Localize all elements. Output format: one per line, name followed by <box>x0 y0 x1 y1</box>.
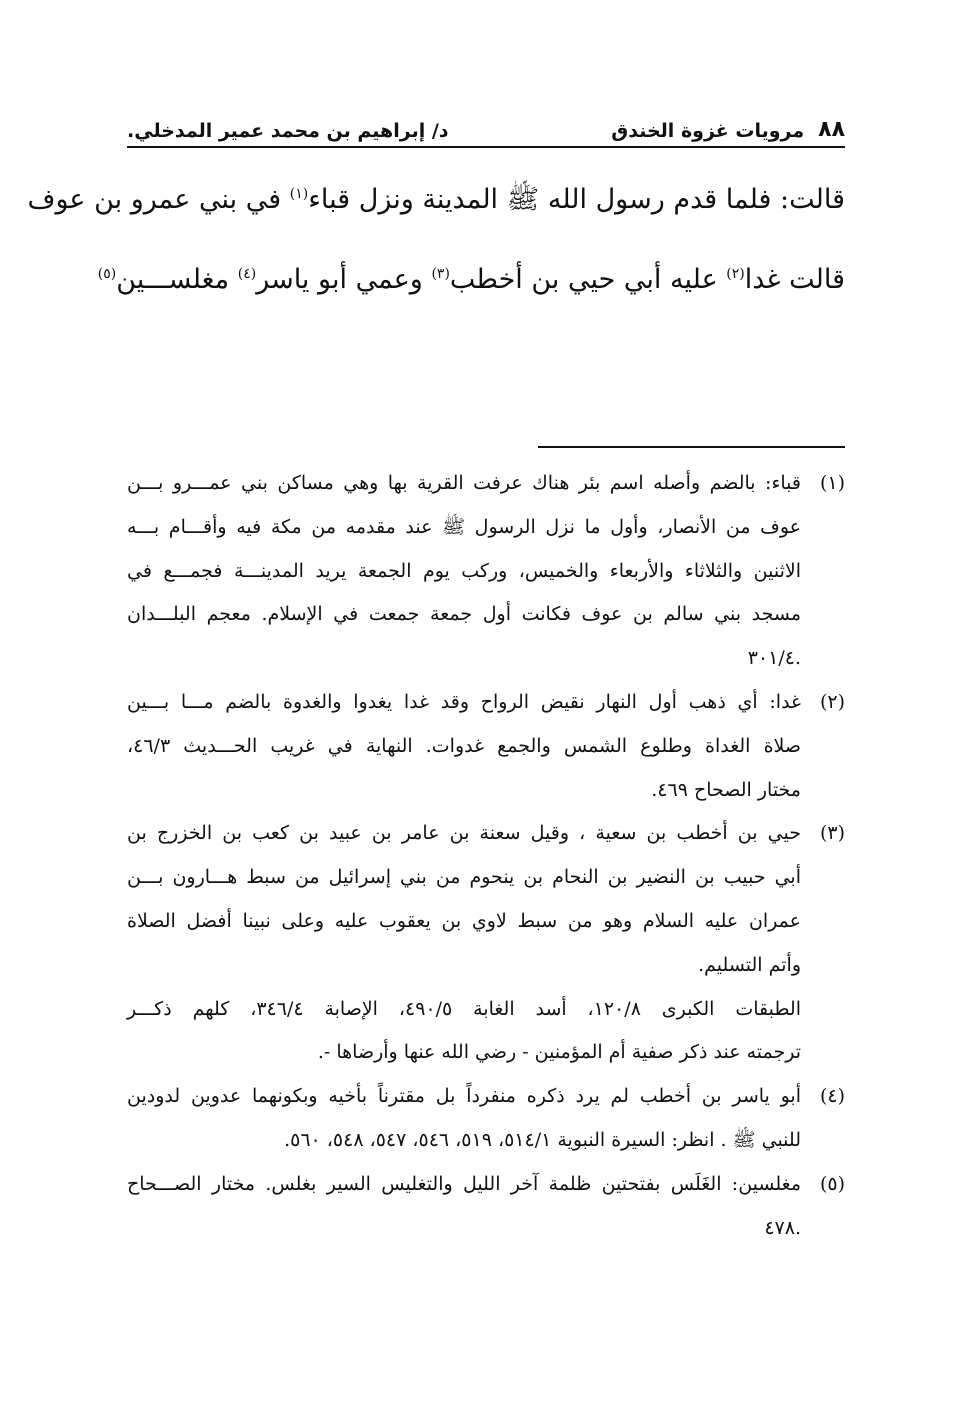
footnote-line: غدا: أي ذهب أول النهار نقيض الرواح وقد غدا يغدوا والغدوة بالضم مـــا بـــين <box>127 690 801 713</box>
book-title: مرويات غزوة الخندق <box>611 120 805 142</box>
footnote-4 <box>127 1075 845 1163</box>
footnote-ref-5[interactable]: (٥) <box>97 266 117 282</box>
footnote-5 <box>127 1163 845 1251</box>
footnote-line: صلاة الغداة وطلوع الشمس والجمع غدوات. النهاية في غريب الحـــديث ٤٦/٣، <box>127 734 801 757</box>
footnote-1 <box>127 462 845 681</box>
main-line-2: قالت غدا$^{(٢)}$ عليه أبي حيي بن أخطب$^{(٣)}$ وعمي أبو ياسر$^{(٤)}$ مغلســـين$^{(٥)}$ <box>97 264 845 295</box>
footnote-ref-4[interactable]: (٤) <box>237 266 257 282</box>
footnote-number: (٢) <box>819 690 845 713</box>
footnote-line: ترجمته عند ذكر صفية أم المؤمنين - رضي الله عنها وأرضاها -. <box>317 1041 801 1064</box>
footnote-line: عوف من الأنصار، وأول ما نزل الرسول ﷺ عند مقدمه من مكة فيه وأقـــام بـــه <box>127 515 801 538</box>
footnote-line: عمران عليه السلام وهو من سبط لاوي بن يعقوب عليه وعلى نبينا أفضل الصلاة <box>127 909 801 932</box>
footnote-line: أبي حبيب بن النضير بن النحام بن ينحوم من بني إسرائيل من سبط هـــارون بـــن <box>127 866 801 889</box>
footnote-line: للنبي ﷺ . انظر: السيرة النبوية ٥١٤/١، ٥١٩، ٥٤٦، ٥٤٧، ٥٤٨، ٥٦٠. <box>284 1128 801 1151</box>
footnote-line: حيي بن أخطب بن سعية ، وقيل سعنة بن عامر بن عبيد بن كعب بن الخزرج بن <box>127 822 801 845</box>
footnote-line: مختار الصحاح ٤٦٩. <box>651 778 801 801</box>
footnotes <box>127 462 845 1250</box>
footnote-3 <box>127 812 845 1075</box>
footnote-line: .٤٧٨ <box>764 1216 801 1239</box>
footnote-line: مسجد بني سالم بن عوف فكانت أول جمعة جمعت في الإسلام. معجم البلـــدان <box>127 603 801 626</box>
page-number: ٨٨ <box>818 117 845 142</box>
running-header <box>127 112 845 148</box>
footnote-separator <box>538 446 845 448</box>
footnote-ref-1[interactable]: (١) <box>289 186 309 202</box>
footnote-line: مغلسين: الغَلَس بفتحتين ظلمة آخر الليل والتغليس السير بغلس. مختار الصـــحاح <box>127 1172 801 1195</box>
footnote-number: (٤) <box>819 1085 845 1108</box>
footnote-ref-2[interactable]: (٢) <box>726 266 745 282</box>
footnote-ref-3[interactable]: (٣) <box>431 266 450 282</box>
author-name: د/ إبراهيم بن محمد عمير المدخلي. <box>127 120 449 142</box>
footnote-line: الاثنين والثلاثاء والأربعاء والخميس، وركب يوم الجمعة يريد المدينـــة فجمـــع في <box>127 559 801 582</box>
footnote-number: (١) <box>819 472 845 494</box>
footnote-line: الطبقات الكبرى ١٢٠/٨، أسد الغابة ٤٩٠/٥، الإصابة ٣٤٦/٤، كلهم ذكـــر <box>127 997 801 1020</box>
main-line-1: قالت: فلما قدم رسول الله ﷺ المدينة ونزل قباء$^{(١)}$ في بني عمرو بن عوف <box>27 184 845 215</box>
footnote-2 <box>127 681 845 812</box>
footnote-number: (٣) <box>819 822 845 845</box>
main-text <box>27 160 845 320</box>
footnote-line: قباء: بالضم وأصله اسم بئر هناك عرفت القرية بها وهي مساكن بني عمـــرو بـــن <box>127 472 801 494</box>
footnote-number: (٥) <box>819 1172 845 1195</box>
footnote-line: وأتم التسليم. <box>698 953 801 976</box>
footnote-line: .٣٠١/٤ <box>747 647 801 670</box>
footnote-line: أبو ياسر بن أخطب لم يرد ذكره منفرداً بل مقترناً بأخيه وبكونهما عدوين لدودين <box>127 1085 801 1108</box>
